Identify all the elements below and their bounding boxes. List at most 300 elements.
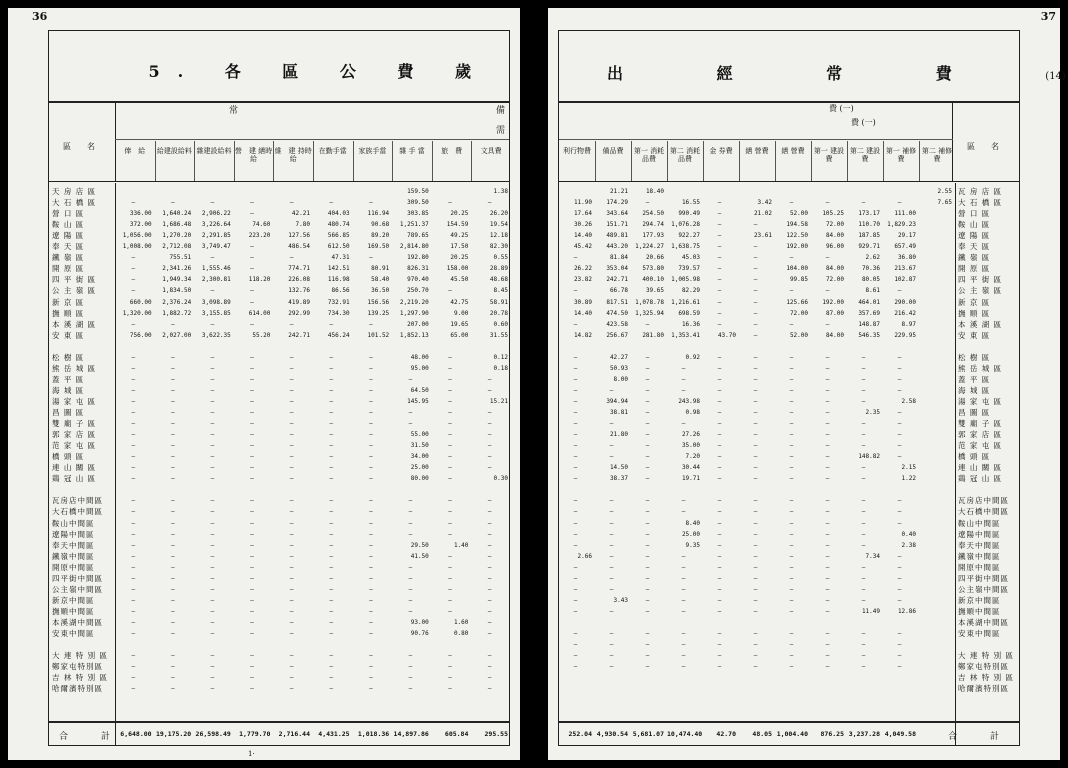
table-cell: 25.00 <box>681 530 700 538</box>
table-cell: 0.92 <box>685 353 700 361</box>
table-cell: — <box>753 596 758 604</box>
table-cell: 3.43 <box>613 596 628 604</box>
table-cell: — <box>645 497 650 505</box>
left-title: 5. 各 區 公 費 歲 <box>148 62 489 81</box>
table-cell: — <box>897 585 902 593</box>
table-cell: — <box>250 652 254 660</box>
table-cell: — <box>329 519 334 527</box>
table-cell: — <box>717 254 722 262</box>
table-cell: — <box>897 596 902 604</box>
table-cell: — <box>131 674 136 682</box>
table-cell: 546.35 <box>858 331 880 339</box>
table-cell: 192.00 <box>822 298 844 306</box>
region-name: 熊 岳 城 區 <box>958 363 1003 373</box>
table-cell: — <box>897 552 902 560</box>
table-cell: — <box>573 585 578 593</box>
table-cell: 45.50 <box>450 276 469 284</box>
table-cell: 19.71 <box>681 475 700 483</box>
table-cell: 8.00 <box>613 375 628 383</box>
table-cell: — <box>681 386 686 394</box>
table-cell: — <box>289 364 294 372</box>
table-cell: — <box>408 574 413 582</box>
table-cell: — <box>171 530 175 538</box>
table-cell: — <box>210 386 215 394</box>
table-cell: — <box>250 607 254 615</box>
table-cell: 19.54 <box>489 221 508 229</box>
table-cell: — <box>210 674 215 682</box>
table-cell: 26.20 <box>489 210 508 218</box>
table-cell: 177.93 <box>642 232 664 240</box>
table-cell: — <box>717 541 722 549</box>
table-cell: — <box>789 574 794 582</box>
table-cell: — <box>573 563 578 571</box>
table-cell: — <box>329 607 334 615</box>
table-cell: — <box>408 497 413 505</box>
table-cell: — <box>789 563 794 571</box>
table-cell: 0.18 <box>493 364 508 372</box>
table-cell: 489.81 <box>606 232 628 240</box>
table-cell: — <box>250 685 254 693</box>
table-cell: — <box>329 386 334 394</box>
table-cell: 1,270.20 <box>162 232 192 240</box>
table-cell: — <box>487 420 492 428</box>
table-cell: 48.00 <box>410 353 429 361</box>
table-cell: 216.42 <box>894 309 916 317</box>
table-cell: 0.40 <box>901 530 916 538</box>
table-cell: — <box>408 508 413 516</box>
table-cell: — <box>289 453 294 461</box>
table-cell: — <box>448 442 452 450</box>
table-cell: — <box>250 420 254 428</box>
table-cell: — <box>171 409 175 416</box>
table-cell: — <box>487 607 492 615</box>
table-cell: — <box>681 497 686 505</box>
table-cell: — <box>789 508 794 516</box>
table-cell: — <box>171 585 175 593</box>
table-cell: — <box>861 386 866 394</box>
table-cell: 1.60 <box>453 618 469 626</box>
table-cell: — <box>753 630 758 637</box>
table-cell: 99.85 <box>789 276 808 284</box>
table-cell: — <box>573 409 578 416</box>
table-cell: — <box>573 519 578 527</box>
region-name: 大 石 橋 區 <box>958 198 1003 208</box>
table-cell: — <box>645 364 650 372</box>
table-cell: 96.00 <box>825 243 844 251</box>
table-cell: 84.00 <box>825 265 844 273</box>
region-name: 遼 陽 區 <box>52 231 85 241</box>
table-cell: — <box>250 663 254 671</box>
table-cell: — <box>717 298 722 306</box>
table-cell: — <box>897 409 902 416</box>
table-cell: — <box>289 585 294 593</box>
table-cell: — <box>753 585 758 593</box>
column-header: 第二 補修費 <box>921 147 953 163</box>
table-cell: — <box>753 320 758 328</box>
table-cell: — <box>573 254 578 262</box>
table-cell: — <box>825 431 830 439</box>
region-name: 鄭家屯特別區 <box>52 662 103 672</box>
table-cell: — <box>171 464 175 472</box>
table-cell: — <box>369 364 373 372</box>
column-header: 第二 消耗品費 <box>669 147 701 163</box>
table-cell: — <box>681 364 686 372</box>
table-cell: 84.00 <box>825 331 844 339</box>
region-name: 新京中間區 <box>52 595 95 605</box>
total-cell: 19,175.20 <box>155 730 192 738</box>
table-cell: 192.00 <box>786 243 808 251</box>
table-cell: 14.40 <box>573 309 592 317</box>
table-cell: — <box>609 420 614 428</box>
table-cell: — <box>753 541 758 549</box>
table-cell: — <box>861 563 866 571</box>
column-header: 繕 營費 <box>745 147 769 155</box>
region-name: 開 原 區 <box>958 264 991 274</box>
region-name: 鐵嶺中間區 <box>52 551 95 561</box>
table-cell: 372.00 <box>129 221 152 229</box>
table-cell: — <box>897 199 902 207</box>
table-cell: — <box>789 607 794 615</box>
table-cell: — <box>897 641 902 649</box>
table-cell: — <box>210 287 215 295</box>
region-name: 安東中間區 <box>958 629 1001 638</box>
table-cell: 229.95 <box>894 331 916 339</box>
right-page <box>548 8 1066 760</box>
region-name: 海 城 區 <box>958 385 991 395</box>
table-cell: — <box>487 574 492 582</box>
table-cell: 101.52 <box>367 331 390 339</box>
table-cell: — <box>753 552 758 560</box>
table-cell: 41.50 <box>410 552 429 560</box>
table-cell: 194.58 <box>786 221 808 229</box>
table-cell: — <box>789 497 794 505</box>
left-total-label: 合 計 <box>59 732 123 742</box>
table-cell: 8.97 <box>901 320 916 328</box>
table-cell: — <box>131 375 136 383</box>
table-cell: — <box>487 618 492 626</box>
table-cell: — <box>329 199 334 207</box>
table-cell: — <box>861 420 866 428</box>
table-cell: — <box>210 497 215 505</box>
table-cell: — <box>408 652 413 660</box>
table-cell: — <box>369 453 373 461</box>
table-cell: — <box>131 652 136 660</box>
table-cell: — <box>448 287 452 295</box>
column-header: 雜建設給料 <box>196 147 232 155</box>
table-cell: — <box>645 607 650 615</box>
table-cell: — <box>681 552 686 560</box>
table-cell: — <box>573 497 578 505</box>
total-cell: 605.84 <box>444 730 469 738</box>
table-cell: — <box>210 618 215 626</box>
table-cell: — <box>717 508 722 516</box>
table-cell: — <box>171 541 175 549</box>
table-cell: 72.00 <box>789 309 808 317</box>
table-cell: — <box>753 641 758 649</box>
table-cell: — <box>861 464 866 472</box>
table-cell: — <box>408 596 413 604</box>
table-cell: 48.68 <box>489 276 508 284</box>
region-name: 四 平 街 區 <box>958 275 1003 285</box>
table-cell: — <box>448 409 452 416</box>
table-cell: — <box>573 453 578 461</box>
table-cell: — <box>171 652 175 660</box>
table-cell: — <box>210 552 215 560</box>
table-cell: — <box>789 364 794 372</box>
table-cell: 127.56 <box>288 232 310 240</box>
table-cell: — <box>329 409 334 416</box>
table-cell: — <box>717 552 722 560</box>
table-cell: — <box>329 663 334 671</box>
table-cell: — <box>250 475 254 483</box>
table-cell: — <box>789 519 794 527</box>
table-cell: 52.00 <box>789 210 808 218</box>
table-cell: 66.78 <box>609 287 628 295</box>
table-cell: — <box>487 685 492 693</box>
table-cell: 11.90 <box>573 199 592 207</box>
table-cell: — <box>645 353 650 361</box>
table-cell: — <box>753 364 758 372</box>
region-name: 大石橋中間區 <box>52 507 103 517</box>
table-cell: 111.00 <box>894 210 916 218</box>
table-cell: 698.59 <box>678 309 700 317</box>
region-name: 昌 圖 區 <box>958 408 991 417</box>
table-cell: — <box>789 409 794 416</box>
table-cell: — <box>131 199 136 207</box>
table-cell: — <box>753 375 758 383</box>
table-cell: — <box>487 552 492 560</box>
table-cell: — <box>329 652 334 660</box>
region-name: 奉天中間區 <box>958 540 1001 550</box>
table-cell: — <box>369 320 373 328</box>
table-cell: — <box>753 607 758 615</box>
table-cell: 35.00 <box>681 442 700 450</box>
table-cell: — <box>487 497 492 505</box>
table-cell: 826.31 <box>407 265 429 273</box>
table-cell: — <box>681 420 686 428</box>
table-cell: — <box>609 541 614 549</box>
table-cell: 226.08 <box>288 276 310 284</box>
table-cell: — <box>369 652 373 660</box>
table-cell: 2,291.85 <box>201 232 231 240</box>
table-cell: — <box>717 585 722 593</box>
table-cell: — <box>131 508 136 516</box>
table-cell: — <box>289 563 294 571</box>
table-cell: — <box>717 663 722 671</box>
table-cell: — <box>289 475 294 483</box>
table-cell: 817.51 <box>606 298 628 306</box>
table-cell: — <box>573 431 578 439</box>
table-cell: — <box>329 530 334 538</box>
table-cell: — <box>329 420 334 428</box>
region-name: 本溪湖中間區 <box>52 617 103 627</box>
table-cell: — <box>753 652 758 660</box>
table-cell: 14.50 <box>609 464 628 472</box>
table-cell: — <box>753 409 758 416</box>
table-cell: 20.78 <box>489 309 508 317</box>
table-cell: — <box>753 309 758 317</box>
table-cell: 105.25 <box>822 210 844 218</box>
table-cell: — <box>487 541 492 549</box>
table-cell: 1.22 <box>901 475 916 483</box>
table-cell: — <box>131 397 136 405</box>
table-cell: — <box>789 397 794 405</box>
table-cell: — <box>897 353 902 361</box>
table-cell: 2,027.00 <box>162 331 192 339</box>
column-header: 旅 費 <box>441 147 463 155</box>
table-cell: — <box>408 563 413 571</box>
left-header-right: 備 <box>495 106 505 116</box>
table-cell: — <box>448 652 452 660</box>
table-cell: — <box>329 541 334 549</box>
table-cell: 102.87 <box>894 276 916 284</box>
table-cell: 474.50 <box>606 309 628 317</box>
table-cell: — <box>487 519 492 527</box>
table-cell: — <box>487 596 492 604</box>
table-cell: — <box>369 199 373 207</box>
table-cell: — <box>825 353 830 361</box>
table-cell: — <box>448 397 452 405</box>
table-cell: 148.82 <box>858 453 880 461</box>
table-cell: — <box>289 652 294 660</box>
table-cell: 292.99 <box>288 309 310 317</box>
table-cell: — <box>609 508 614 516</box>
table-cell: — <box>448 530 452 538</box>
table-cell: — <box>329 364 334 372</box>
table-cell: — <box>717 475 722 483</box>
right-title-band <box>559 31 1066 103</box>
table-cell: — <box>609 663 614 671</box>
table-cell: — <box>289 409 294 416</box>
region-name: 開原中間區 <box>958 562 1001 572</box>
table-cell: — <box>717 630 722 637</box>
region-column-border <box>955 183 956 723</box>
table-cell: — <box>289 320 294 328</box>
table-cell: 970.40 <box>407 276 429 284</box>
table-cell: — <box>789 386 794 394</box>
table-cell: — <box>131 630 136 637</box>
table-cell: — <box>131 464 136 472</box>
table-cell: — <box>369 386 373 394</box>
left-header <box>49 101 509 182</box>
table-cell: — <box>487 386 492 394</box>
table-cell: — <box>210 596 215 604</box>
table-cell: — <box>329 596 334 604</box>
table-cell: 110.70 <box>858 221 880 229</box>
table-cell: — <box>210 254 215 262</box>
table-cell: — <box>789 552 794 560</box>
table-cell: — <box>753 287 758 295</box>
table-cell: — <box>408 685 413 693</box>
region-name: 橋 頭 區 <box>958 452 991 462</box>
table-cell: — <box>825 453 830 461</box>
table-cell: — <box>487 674 492 682</box>
table-cell: — <box>753 276 758 284</box>
table-cell: 423.58 <box>606 320 628 328</box>
table-cell: 84.00 <box>825 232 844 240</box>
table-cell: 20.66 <box>645 254 664 262</box>
table-cell: — <box>131 353 136 361</box>
table-cell: — <box>369 464 373 472</box>
table-cell: — <box>789 375 794 383</box>
table-cell: — <box>573 475 578 483</box>
table-cell: — <box>825 541 830 549</box>
table-cell: — <box>825 530 830 538</box>
table-cell: 86.56 <box>331 287 350 295</box>
table-cell: 9.35 <box>685 541 700 549</box>
table-cell: — <box>369 541 373 549</box>
table-cell: 26.22 <box>573 265 592 273</box>
table-cell: 31.50 <box>410 442 429 450</box>
table-cell: — <box>717 420 722 428</box>
column-header: 第二 建設費 <box>849 147 881 163</box>
column-header: 文具費 <box>480 147 502 155</box>
table-cell: 256.67 <box>606 331 628 339</box>
table-cell: — <box>717 386 722 394</box>
table-cell: 566.85 <box>327 232 350 240</box>
table-cell: — <box>681 574 686 582</box>
table-cell: — <box>131 552 136 560</box>
region-name: 四平街中間區 <box>958 573 1009 583</box>
table-cell: 90.76 <box>410 630 429 637</box>
table-cell: — <box>717 232 722 240</box>
table-cell: — <box>717 221 722 229</box>
table-cell: 1,353.41 <box>671 331 700 339</box>
table-cell: — <box>329 353 334 361</box>
page-number-left: 36 <box>32 10 48 23</box>
table-cell: — <box>897 652 902 660</box>
table-cell: — <box>369 420 373 428</box>
table-cell: 3,098.89 <box>201 298 231 306</box>
table-cell: — <box>681 585 686 593</box>
table-cell: 2.35 <box>865 409 880 416</box>
table-cell: 38.37 <box>609 475 628 483</box>
table-cell: 132.76 <box>288 287 310 295</box>
table-cell: — <box>717 431 722 439</box>
table-cell: — <box>448 663 452 671</box>
table-cell: — <box>171 685 175 693</box>
table-cell: — <box>789 199 794 207</box>
table-cell: 74.60 <box>252 221 271 229</box>
table-cell: — <box>609 563 614 571</box>
table-cell: — <box>573 397 578 405</box>
table-cell: — <box>289 663 294 671</box>
table-cell: — <box>717 497 722 505</box>
table-cell: 789.65 <box>407 232 429 240</box>
table-cell: — <box>753 353 758 361</box>
table-cell: — <box>250 464 254 472</box>
table-cell: — <box>861 541 866 549</box>
table-cell: — <box>369 674 373 682</box>
table-cell: — <box>825 409 830 416</box>
region-name: 鶏 冠 山 區 <box>958 474 1003 484</box>
table-cell: 612.50 <box>327 243 350 251</box>
table-cell: — <box>825 475 830 483</box>
table-cell: 12.86 <box>897 607 916 615</box>
table-cell: — <box>645 563 650 571</box>
right-title <box>607 61 1066 84</box>
total-cell: 4,049.58 <box>884 730 916 738</box>
table-cell: 1,829.23 <box>887 221 916 229</box>
table-cell: — <box>250 210 254 218</box>
table-cell: 116.98 <box>327 276 350 284</box>
table-cell: — <box>171 674 175 682</box>
table-cell: — <box>573 287 578 295</box>
total-cell: 26,598.49 <box>195 730 231 738</box>
table-cell: — <box>289 397 294 405</box>
table-cell: 104.00 <box>786 265 808 273</box>
table-cell: — <box>681 607 686 615</box>
